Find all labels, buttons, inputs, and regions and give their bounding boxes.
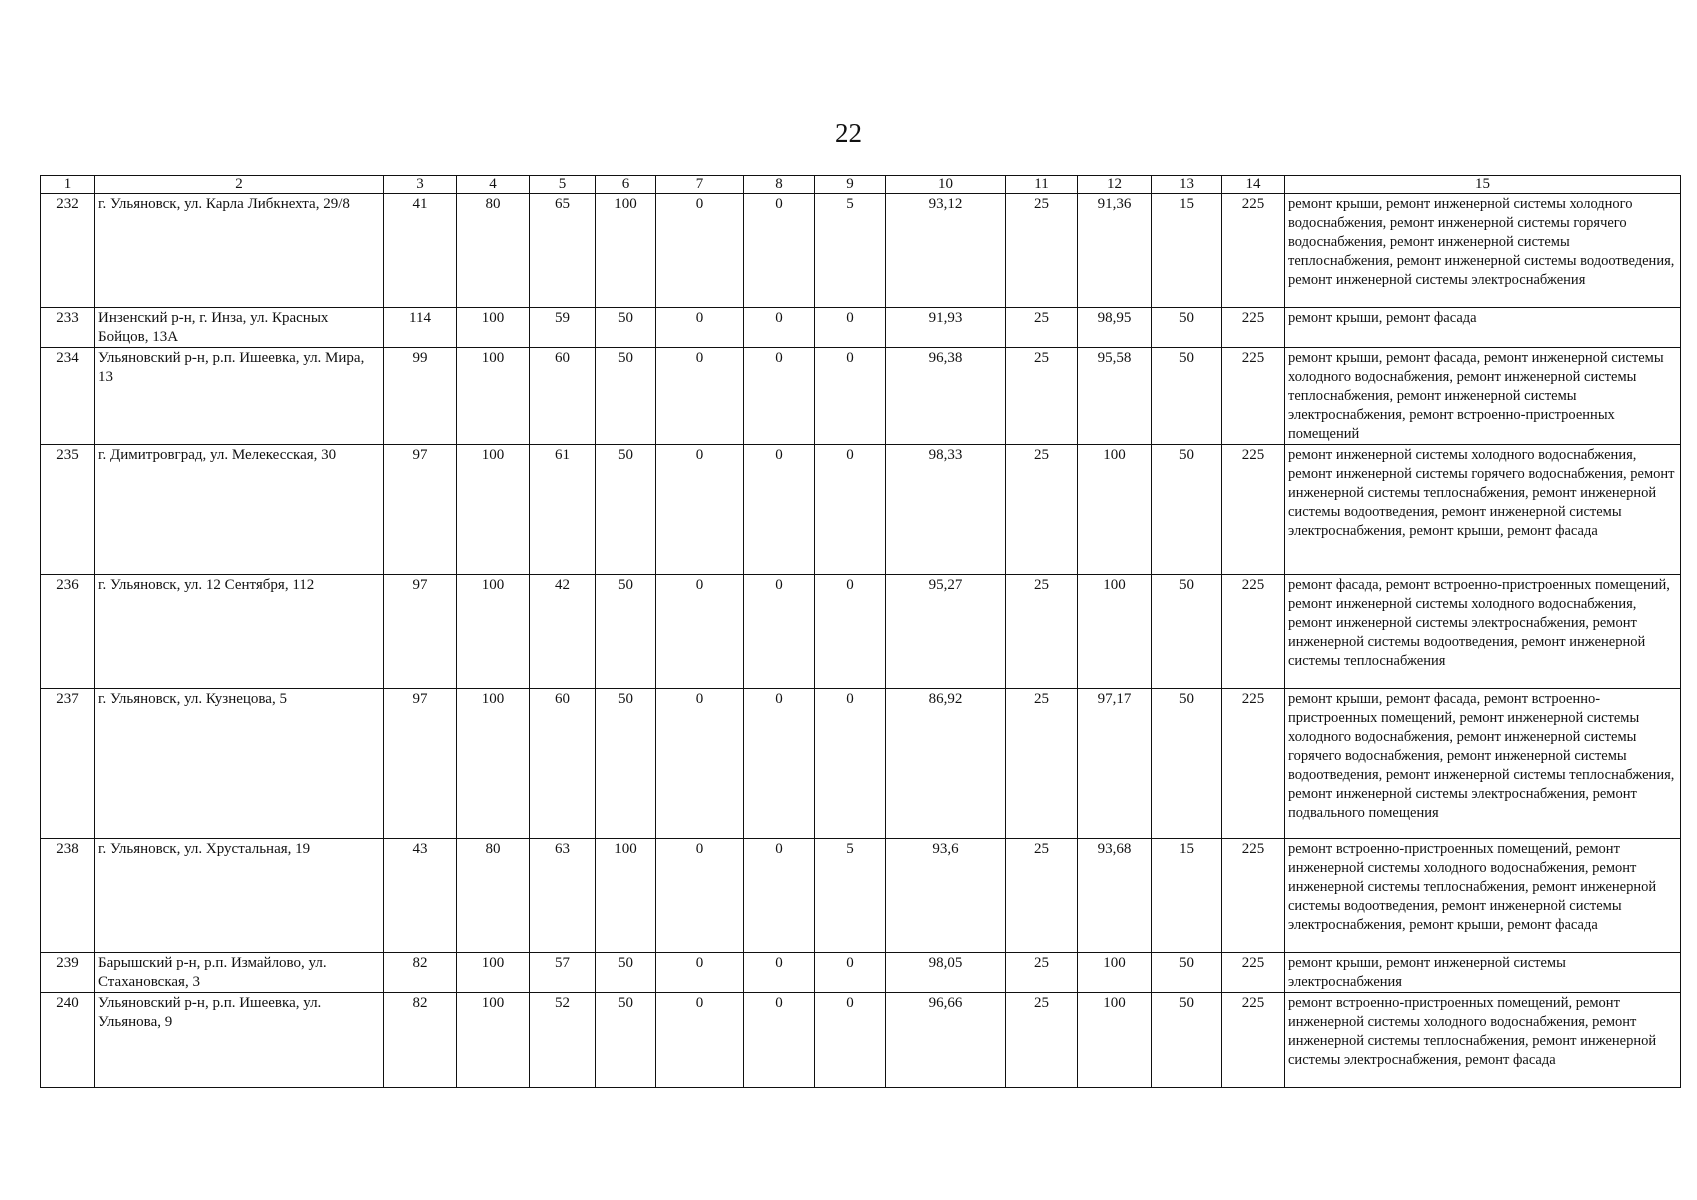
cell-value: 25 — [1006, 308, 1078, 348]
cell-value: 100 — [1078, 445, 1152, 575]
cell-value: 100 — [457, 993, 530, 1088]
column-header: 2 — [95, 176, 384, 194]
cell-value: 25 — [1006, 993, 1078, 1088]
cell-value: 50 — [1152, 445, 1222, 575]
cell-value: 50 — [596, 308, 656, 348]
address-cell: г. Ульяновск, ул. 12 Сентября, 112 — [95, 575, 384, 689]
cell-value: 50 — [1152, 689, 1222, 839]
cell-value: 41 — [384, 194, 457, 308]
column-header: 14 — [1222, 176, 1285, 194]
cell-value: 98,95 — [1078, 308, 1152, 348]
cell-value: 0 — [815, 953, 886, 993]
column-header: 10 — [886, 176, 1006, 194]
cell-value: 100 — [1078, 575, 1152, 689]
cell-value: 91,93 — [886, 308, 1006, 348]
cell-value: 0 — [815, 575, 886, 689]
cell-value: 100 — [457, 689, 530, 839]
repair-works-cell: ремонт крыши, ремонт фасада, ремонт инженерной системы холодного водоснабжения, ремонт инженерной системы теплоснабжения, ремонт инженерной системы электроснабжения, ремонт встроенно-пристроенных помещений — [1285, 348, 1681, 445]
row-number: 237 — [41, 689, 95, 839]
repair-works-cell: ремонт крыши, ремонт фасада — [1285, 308, 1681, 348]
cell-value: 0 — [744, 348, 815, 445]
housing-repair-table — [40, 175, 1681, 1088]
column-header: 13 — [1152, 176, 1222, 194]
column-number-row — [41, 176, 1681, 194]
cell-value: 50 — [596, 445, 656, 575]
column-header: 12 — [1078, 176, 1152, 194]
cell-value: 0 — [815, 689, 886, 839]
cell-value: 225 — [1222, 993, 1285, 1088]
cell-value: 82 — [384, 953, 457, 993]
cell-value: 59 — [530, 308, 596, 348]
row-number: 239 — [41, 953, 95, 993]
address-cell: г. Ульяновск, ул. Карла Либкнехта, 29/8 — [95, 194, 384, 308]
cell-value: 42 — [530, 575, 596, 689]
cell-value: 60 — [530, 689, 596, 839]
cell-value: 100 — [1078, 993, 1152, 1088]
table-body — [41, 194, 1681, 1088]
cell-value: 25 — [1006, 839, 1078, 953]
cell-value: 25 — [1006, 194, 1078, 308]
cell-value: 97 — [384, 445, 457, 575]
cell-value: 95,58 — [1078, 348, 1152, 445]
cell-value: 0 — [744, 953, 815, 993]
cell-value: 97,17 — [1078, 689, 1152, 839]
cell-value: 0 — [815, 445, 886, 575]
table-row — [41, 194, 1681, 308]
address-cell: Ульяновский р-н, р.п. Ишеевка, ул. Мира, 13 — [95, 348, 384, 445]
cell-value: 5 — [815, 194, 886, 308]
column-header: 15 — [1285, 176, 1681, 194]
cell-value: 225 — [1222, 348, 1285, 445]
cell-value: 63 — [530, 839, 596, 953]
cell-value: 0 — [656, 839, 744, 953]
repair-works-cell: ремонт фасада, ремонт встроенно-пристроенных помещений, ремонт инженерной системы холодного водоснабжения, ремонт инженерной системы электроснабжения, ремонт инженерной системы водоотведения, ремонт инженерной системы теплоснабжения — [1285, 575, 1681, 689]
cell-value: 93,68 — [1078, 839, 1152, 953]
row-number: 236 — [41, 575, 95, 689]
row-number: 240 — [41, 993, 95, 1088]
cell-value: 65 — [530, 194, 596, 308]
address-cell: г. Ульяновск, ул. Кузнецова, 5 — [95, 689, 384, 839]
cell-value: 80 — [457, 194, 530, 308]
cell-value: 93,12 — [886, 194, 1006, 308]
cell-value: 5 — [815, 839, 886, 953]
table-row — [41, 839, 1681, 953]
cell-value: 0 — [815, 348, 886, 445]
address-cell: г. Димитровград, ул. Мелекесская, 30 — [95, 445, 384, 575]
cell-value: 52 — [530, 993, 596, 1088]
cell-value: 0 — [815, 308, 886, 348]
table-row — [41, 348, 1681, 445]
cell-value: 0 — [656, 348, 744, 445]
cell-value: 50 — [596, 689, 656, 839]
cell-value: 225 — [1222, 953, 1285, 993]
column-header: 3 — [384, 176, 457, 194]
column-header: 8 — [744, 176, 815, 194]
address-cell: Барышский р-н, р.п. Измайлово, ул. Стахановская, 3 — [95, 953, 384, 993]
cell-value: 96,66 — [886, 993, 1006, 1088]
cell-value: 100 — [596, 194, 656, 308]
cell-value: 0 — [656, 993, 744, 1088]
cell-value: 57 — [530, 953, 596, 993]
cell-value: 100 — [457, 348, 530, 445]
column-header: 4 — [457, 176, 530, 194]
table-row — [41, 445, 1681, 575]
cell-value: 96,38 — [886, 348, 1006, 445]
cell-value: 25 — [1006, 953, 1078, 993]
cell-value: 80 — [457, 839, 530, 953]
table-row — [41, 689, 1681, 839]
cell-value: 225 — [1222, 839, 1285, 953]
cell-value: 114 — [384, 308, 457, 348]
column-header: 7 — [656, 176, 744, 194]
cell-value: 98,05 — [886, 953, 1006, 993]
cell-value: 225 — [1222, 689, 1285, 839]
cell-value: 86,92 — [886, 689, 1006, 839]
cell-value: 0 — [744, 194, 815, 308]
cell-value: 0 — [815, 993, 886, 1088]
cell-value: 97 — [384, 575, 457, 689]
cell-value: 50 — [596, 993, 656, 1088]
cell-value: 50 — [1152, 953, 1222, 993]
repair-works-cell: ремонт крыши, ремонт фасада, ремонт встроенно-пристроенных помещений, ремонт инженерной системы холодного водоснабжения, ремонт инженерной системы горячего водоснабжения, ремонт инженерной системы водоотведения, ремонт инженерной системы теплоснабжения, ремонт инженерной системы электроснабжения, ремонт подвального помещения — [1285, 689, 1681, 839]
cell-value: 50 — [596, 953, 656, 993]
cell-value: 0 — [744, 993, 815, 1088]
cell-value: 99 — [384, 348, 457, 445]
column-header: 11 — [1006, 176, 1078, 194]
cell-value: 15 — [1152, 194, 1222, 308]
address-cell: Ульяновский р-н, р.п. Ишеевка, ул. Ульянова, 9 — [95, 993, 384, 1088]
row-number: 233 — [41, 308, 95, 348]
row-number: 235 — [41, 445, 95, 575]
cell-value: 60 — [530, 348, 596, 445]
column-header: 6 — [596, 176, 656, 194]
repair-works-cell: ремонт инженерной системы холодного водоснабжения, ремонт инженерной системы горячего водоснабжения, ремонт инженерной системы теплоснабжения, ремонт инженерной системы водоотведения, ремонт инженерной системы электроснабжения, ремонт крыши, ремонт фасада — [1285, 445, 1681, 575]
cell-value: 225 — [1222, 194, 1285, 308]
cell-value: 0 — [744, 689, 815, 839]
table-row — [41, 993, 1681, 1088]
column-header: 5 — [530, 176, 596, 194]
table-row — [41, 953, 1681, 993]
cell-value: 0 — [656, 953, 744, 993]
row-number: 232 — [41, 194, 95, 308]
cell-value: 100 — [457, 953, 530, 993]
cell-value: 0 — [744, 308, 815, 348]
repair-works-cell: ремонт крыши, ремонт инженерной системы электроснабжения — [1285, 953, 1681, 993]
page-number: 22 — [835, 118, 862, 148]
cell-value: 50 — [1152, 993, 1222, 1088]
repair-works-cell: ремонт крыши, ремонт инженерной системы холодного водоснабжения, ремонт инженерной системы горячего водоснабжения, ремонт инженерной системы теплоснабжения, ремонт инженерной системы водоотведения, ремонт инженерной системы электроснабжения — [1285, 194, 1681, 308]
cell-value: 25 — [1006, 575, 1078, 689]
cell-value: 93,6 — [886, 839, 1006, 953]
cell-value: 15 — [1152, 839, 1222, 953]
cell-value: 43 — [384, 839, 457, 953]
cell-value: 61 — [530, 445, 596, 575]
cell-value: 50 — [1152, 308, 1222, 348]
table-row — [41, 308, 1681, 348]
cell-value: 0 — [744, 839, 815, 953]
cell-value: 50 — [596, 575, 656, 689]
repair-works-cell: ремонт встроенно-пристроенных помещений, ремонт инженерной системы холодного водоснабжения, ремонт инженерной системы теплоснабжения, ремонт инженерной системы водоотведения, ремонт инженерной системы электроснабжения, ремонт крыши, ремонт фасада — [1285, 839, 1681, 953]
table-row — [41, 575, 1681, 689]
cell-value: 0 — [656, 194, 744, 308]
cell-value: 97 — [384, 689, 457, 839]
cell-value: 98,33 — [886, 445, 1006, 575]
cell-value: 100 — [596, 839, 656, 953]
cell-value: 25 — [1006, 348, 1078, 445]
column-header: 9 — [815, 176, 886, 194]
cell-value: 225 — [1222, 308, 1285, 348]
repair-works-cell: ремонт встроенно-пристроенных помещений, ремонт инженерной системы холодного водоснабжения, ремонт инженерной системы теплоснабжения, ремонт инженерной системы электроснабжения, ремонт фасада — [1285, 993, 1681, 1088]
cell-value: 50 — [1152, 575, 1222, 689]
cell-value: 100 — [1078, 953, 1152, 993]
row-number: 234 — [41, 348, 95, 445]
cell-value: 0 — [656, 689, 744, 839]
cell-value: 82 — [384, 993, 457, 1088]
column-header: 1 — [41, 176, 95, 194]
cell-value: 225 — [1222, 575, 1285, 689]
cell-value: 225 — [1222, 445, 1285, 575]
cell-value: 0 — [656, 445, 744, 575]
cell-value: 91,36 — [1078, 194, 1152, 308]
cell-value: 0 — [744, 575, 815, 689]
cell-value: 50 — [1152, 348, 1222, 445]
address-cell: Инзенский р-н, г. Инза, ул. Красных Бойцов, 13А — [95, 308, 384, 348]
cell-value: 0 — [656, 575, 744, 689]
cell-value: 25 — [1006, 445, 1078, 575]
cell-value: 25 — [1006, 689, 1078, 839]
row-number: 238 — [41, 839, 95, 953]
cell-value: 0 — [744, 445, 815, 575]
cell-value: 100 — [457, 575, 530, 689]
cell-value: 100 — [457, 445, 530, 575]
address-cell: г. Ульяновск, ул. Хрустальная, 19 — [95, 839, 384, 953]
cell-value: 50 — [596, 348, 656, 445]
cell-value: 0 — [656, 308, 744, 348]
cell-value: 100 — [457, 308, 530, 348]
cell-value: 95,27 — [886, 575, 1006, 689]
